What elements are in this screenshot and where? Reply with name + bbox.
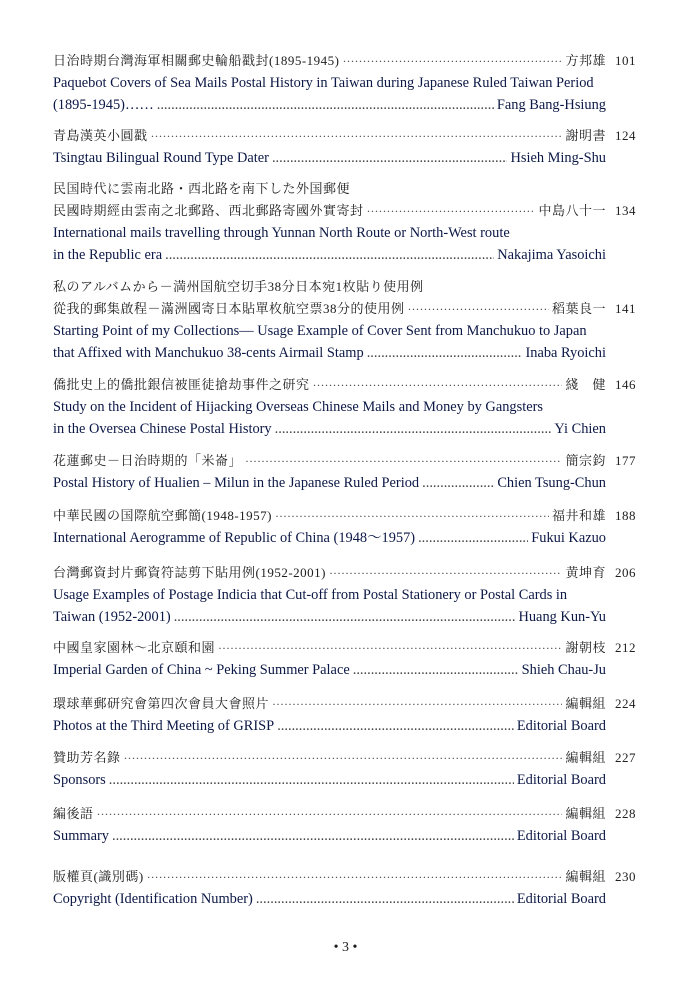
page-number[interactable]: 224: [615, 696, 636, 711]
entry-author-en: Nakajima Yasoichi: [497, 247, 606, 263]
toc-entry[interactable]: [53, 747, 636, 791]
entry-author-en: Shieh Chau-Ju: [521, 662, 606, 678]
page-footer-number: • 3 •: [333, 940, 358, 955]
toc-entry[interactable]: [53, 803, 636, 847]
page-number[interactable]: 146: [615, 377, 636, 392]
entry-title-en: Summary: [53, 828, 109, 844]
entry-title-cj: 花蓮郵史－日治時期的「米崙」: [53, 453, 243, 468]
entry-title-cj: 私のアルバムから－満州国航空切手38分日本宛1枚貼り使用例: [53, 279, 424, 294]
entry-title-en: Imperial Garden of China ~ Peking Summer Palace: [53, 662, 350, 678]
entry-title-cj: 民国時代に雲南北路・西北路を南下した外国郵便: [53, 181, 351, 196]
dot-leader: [174, 606, 516, 628]
toc-entry[interactable]: [53, 50, 636, 116]
entry-author-cj: 綫 健: [565, 377, 606, 392]
toc-entry[interactable]: [53, 178, 636, 266]
page-number[interactable]: 177: [615, 453, 636, 468]
entry-author-cj: 福井和雄: [551, 508, 606, 523]
dot-leader: [367, 200, 536, 222]
dot-leader: [275, 505, 549, 527]
entry-title-en: Tsingtau Bilingual Round Type Dater: [53, 150, 269, 166]
toc-entry[interactable]: [53, 562, 636, 628]
toc-entry[interactable]: [53, 374, 636, 440]
entry-author-cj: 黄坤育: [565, 565, 606, 580]
page-number[interactable]: 141: [615, 301, 636, 316]
dot-leader: [147, 866, 563, 888]
dot-leader: [124, 747, 563, 769]
dot-leader: [353, 659, 519, 681]
entry-title-cj: 編後語: [53, 806, 94, 821]
dot-leader: [97, 803, 563, 825]
entry-title-cj: 中華民國の国際航空郵簡(1948-1957): [53, 508, 272, 523]
dot-leader: [272, 693, 562, 715]
dot-leader: [343, 50, 563, 72]
dot-leader: [157, 94, 494, 116]
toc-entry[interactable]: [53, 866, 636, 910]
toc-entry[interactable]: [53, 637, 636, 681]
dot-leader: [272, 147, 508, 169]
entry-author-cj: 謝朝枝: [565, 640, 606, 655]
dot-leader: [313, 374, 563, 396]
entry-title-en: International mails travelling through Yunnan North Route or North-West route: [53, 225, 510, 241]
entry-author-cj: 編輯組: [565, 869, 606, 884]
entry-title-en: Taiwan (1952-2001): [53, 609, 171, 625]
entry-title-cj: 中國皇家園林～北京頤和園: [53, 640, 216, 655]
entry-title-cj: 台灣郵資封片郵資符誌剪下貼用例(1952-2001): [53, 565, 326, 580]
entry-author-cj: 中島八十一: [538, 203, 606, 218]
dot-leader: [422, 472, 494, 494]
entry-author-cj: 編輯組: [565, 806, 606, 821]
entry-title-cj: 僑批史上的僑批銀信被匪徒搶劫事件之研究: [53, 377, 310, 392]
dot-leader: [165, 244, 494, 266]
dot-leader: [245, 450, 562, 472]
page-number[interactable]: 206: [615, 565, 636, 580]
entry-title-en: Copyright (Identification Number): [53, 891, 253, 907]
entry-author-cj: 方邦雄: [565, 53, 606, 68]
entry-author-cj: 謝明書: [565, 128, 606, 143]
entry-author-en: Fukui Kazuo: [531, 530, 606, 546]
dot-leader: [151, 125, 563, 147]
dot-leader: [256, 888, 514, 910]
entry-title-en: Photos at the Third Meeting of GRISP: [53, 718, 275, 734]
entry-author-en: Editorial Board: [516, 718, 606, 734]
entry-author-en: Inaba Ryoichi: [525, 345, 606, 361]
entry-title-en: Paquebot Covers of Sea Mails Postal History in Taiwan during Japanese Ruled Taiwan Period: [53, 75, 594, 91]
page-number[interactable]: 101: [615, 53, 636, 68]
page-number[interactable]: 212: [615, 640, 636, 655]
entry-title-en: Postal History of Hualien – Milun in the Japanese Ruled Period: [53, 475, 420, 491]
entry-title-en: Study on the Incident of Hijacking Overseas Chinese Mails and Money by Gangsters: [53, 399, 543, 415]
entry-title-cj: 贊助芳名錄: [53, 750, 121, 765]
toc-entry[interactable]: [53, 125, 636, 169]
entry-author-cj: 稻葉良一: [551, 301, 606, 316]
toc-entry[interactable]: [53, 693, 636, 737]
entry-title-en: in the Republic era: [53, 247, 163, 263]
toc-entry[interactable]: [53, 505, 636, 549]
dot-leader: [418, 527, 528, 549]
entry-author-en: Editorial Board: [516, 828, 606, 844]
entry-title-cj: 環球華郵研究會第四次會員大會照片: [53, 696, 270, 711]
entry-author-en: Editorial Board: [516, 772, 606, 788]
entry-author-cj: 編輯組: [565, 750, 606, 765]
entry-author-en: Fang Bang-Hsiung: [496, 97, 606, 113]
dot-leader: [277, 715, 514, 737]
entry-author-cj: 編輯組: [565, 696, 606, 711]
dot-leader: [367, 342, 523, 364]
dot-leader: [329, 562, 562, 584]
dot-leader: [218, 637, 562, 659]
dot-leader: [109, 769, 514, 791]
entry-title-cj: 日治時期台灣海軍相關郵史輪船戳封(1895-1945): [53, 53, 340, 68]
page-number[interactable]: 124: [615, 128, 636, 143]
entry-author-en: Chien Tsung-Chun: [497, 475, 606, 491]
dot-leader: [275, 418, 552, 440]
entry-author-en: Yi Chien: [554, 421, 606, 437]
entry-title-en: that Affixed with Manchukuo 38-cents Airmail Stamp: [53, 345, 364, 361]
toc-entry[interactable]: [53, 450, 636, 494]
entry-title-cj: 版權頁(識別碼): [53, 869, 144, 884]
entry-title-cj: 民國時期經由雲南之北郵路、西北郵路寄國外實寄封: [53, 203, 364, 218]
page-number[interactable]: 134: [615, 203, 636, 218]
entry-title-en: International Aerogramme of Republic of China (1948～1957): [53, 530, 416, 546]
page-number[interactable]: 227: [615, 750, 636, 765]
entry-title-en: Starting Point of my Collections— Usage Example of Cover Sent from Manchukuo to Japan: [53, 323, 587, 339]
entry-title-en: (1895-1945)……: [53, 97, 154, 113]
entry-author-en: Huang Kun-Yu: [518, 609, 606, 625]
entry-author-en: Editorial Board: [516, 891, 606, 907]
entry-title-cj: 從我的郵集啟程－滿洲國寄日本貼單枚航空票38分的使用例: [53, 301, 405, 316]
page-number[interactable]: 188: [615, 508, 636, 523]
page-number[interactable]: 230: [615, 869, 636, 884]
dot-leader: [112, 825, 514, 847]
entry-title-cj: 青島漢英小圓戳: [53, 128, 148, 143]
page-number[interactable]: 228: [615, 806, 636, 821]
entry-author-cj: 簡宗鈞: [565, 453, 606, 468]
entry-author-en: Hsieh Ming-Shu: [510, 150, 606, 166]
toc-entry[interactable]: [53, 276, 636, 364]
dot-leader: [408, 298, 549, 320]
entry-title-en: Sponsors: [53, 772, 106, 788]
entry-title-en: in the Oversea Chinese Postal History: [53, 421, 272, 437]
entry-title-en: Usage Examples of Postage Indicia that Cut-off from Postal Stationery or Postal Cards in: [53, 587, 568, 603]
